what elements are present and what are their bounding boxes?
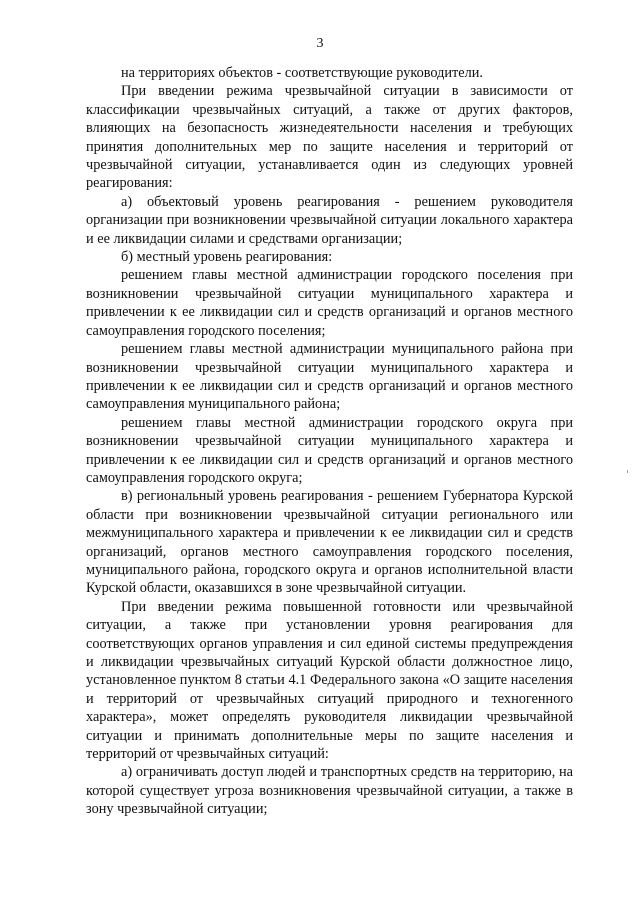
document-body	[86, 64, 573, 819]
paragraph-additional-measures: При введении режима повышенной готовности или чрезвычайной ситуации, а также при установлении уровня реагирования для соответствующих органов управления и сил единой системы предупреждения и ликвидации чрезвычайных ситуаций Курской области должностное лицо, установленное пунктом 8 статьи 4.1 Федерального закона «О защите населения и территорий от чрезвычайных ситуаций природного и техногенного характера», может определять руководителя ликвидации чрезвычайной ситуации и принимать дополнительные меры по защите населения и территорий от чрезвычайных ситуаций:	[86, 598, 573, 763]
paragraph-restrict-access: а) ограничивать доступ людей и транспортных средств на территорию, на которой существует угроза возникновения чрезвычайной ситуации, а также в зону чрезвычайной ситуации;	[86, 764, 573, 818]
scan-artifact	[627, 470, 628, 473]
paragraph-urban-district: решением главы местной администрации городского округа при возникновении чрезвычайной ситуации муниципального характера и привлечении к ее ликвидации сил и средств организаций и органов местного самоуправления городского округа;	[86, 414, 573, 486]
paragraph-response-levels-intro: При введении режима чрезвычайной ситуации в зависимости от классификации чрезвычайных ситуаций, а также от других факторов, влияющих на безопасность жизнедеятельности населения и требующих принятия дополнительных мер по защите населения и территорий от чрезвычайной ситуации, устанавливается один из следующих уровней реагирования:	[86, 83, 573, 192]
paragraph-object-level: а) объектовый уровень реагирования - решением руководителя организации при возникновении чрезвычайной ситуации локального характера и ее ликвидации силами и средствами организации;	[86, 193, 573, 247]
paragraph-local-level: б) местный уровень реагирования:	[121, 249, 333, 266]
paragraph-urban-settlement: решением главы местной администрации городского поселения при возникновении чрезвычайной ситуации муниципального характера и привлечении к ее ликвидации сил и средств организаций и органов местного самоуправления городского поселения;	[86, 267, 573, 339]
paragraph-municipal-district: решением главы местной администрации муниципального района при возникновении чрезвычайной ситуации муниципального характера и привлечении к ее ликвидации сил и средств организаций и органов местного самоуправления муниципального района;	[86, 341, 573, 413]
paragraph-regional-level: в) региональный уровень реагирования - решением Губернатора Курской области при возникновении чрезвычайной ситуации регионального или межмуниципального характера и привлечении к ее ликвидации сил и средств организаций, органов местного самоуправления городского поселения, муниципального района, городского округа и органов исполнительной власти Курской области, оказавшихся в зоне чрезвычайной ситуации.	[86, 488, 573, 597]
page-number: 3	[316, 36, 324, 51]
paragraph-continuation: на территориях объектов - соответствующие руководители.	[121, 65, 483, 81]
